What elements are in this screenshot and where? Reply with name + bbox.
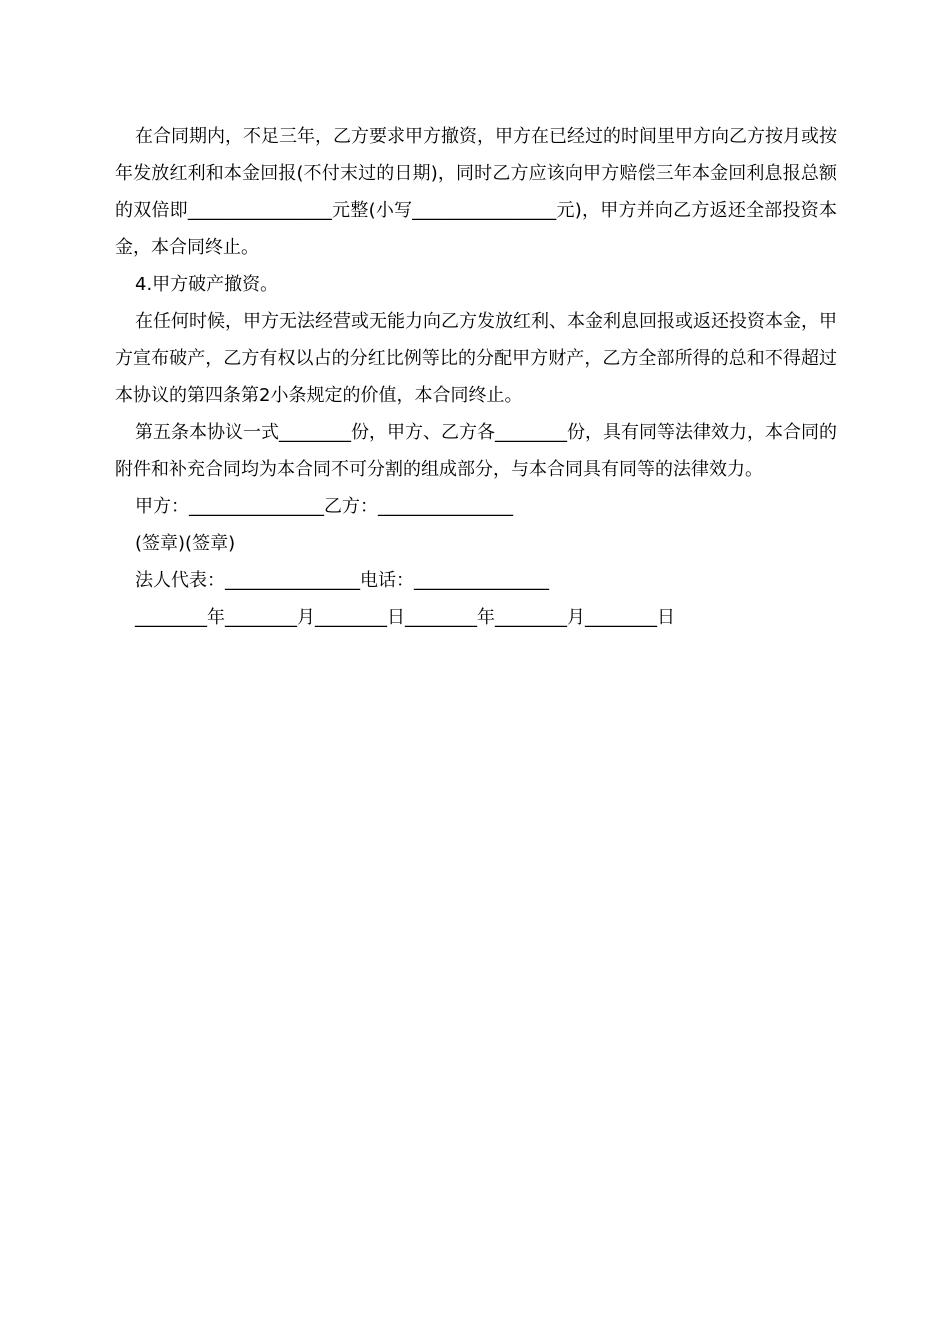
paragraph-article-five: 第五条本协议一式________份，甲方、乙方各________份，具有同等法律效力，本合同的附件和补充合同均为本合同不可分割的组成部分，与本合同具有同等的法律效力。	[115, 422, 837, 480]
signature-seal-line: (签章)(签章)	[135, 533, 236, 554]
document-page	[115, 118, 837, 636]
paragraph-bankruptcy-terms: 在任何时候，甲方无法经营或无能力向乙方发放红利、本金利息回报或返还投资本金，甲方宣布破产，乙方有权以占的分红比例等比的分配甲方财产，乙方全部所得的总和不得超过本协议的第四条第2小条规定的价值，本合同终止。	[115, 311, 837, 406]
signature-parties-line: 甲方：_______________乙方：_______________	[135, 496, 513, 517]
paragraph-withdrawal-terms: 在合同期内，不足三年，乙方要求甲方撤资，甲方在已经过的时间里甲方向乙方按月或按年发放红利和本金回报(不付末过的日期)，同时乙方应该向甲方赔偿三年本金回利息报总额的双倍即________________元整(小写________________元)，甲方并向乙方返还全部投资本金，本合同终止。	[115, 126, 837, 258]
paragraph-bankruptcy-heading: 4.甲方破产撤资。	[135, 274, 279, 295]
signature-date-line: ________年________月________日________年________月________日	[135, 607, 675, 628]
signature-representative-phone-line: 法人代表：_______________电话：_______________	[135, 570, 549, 591]
